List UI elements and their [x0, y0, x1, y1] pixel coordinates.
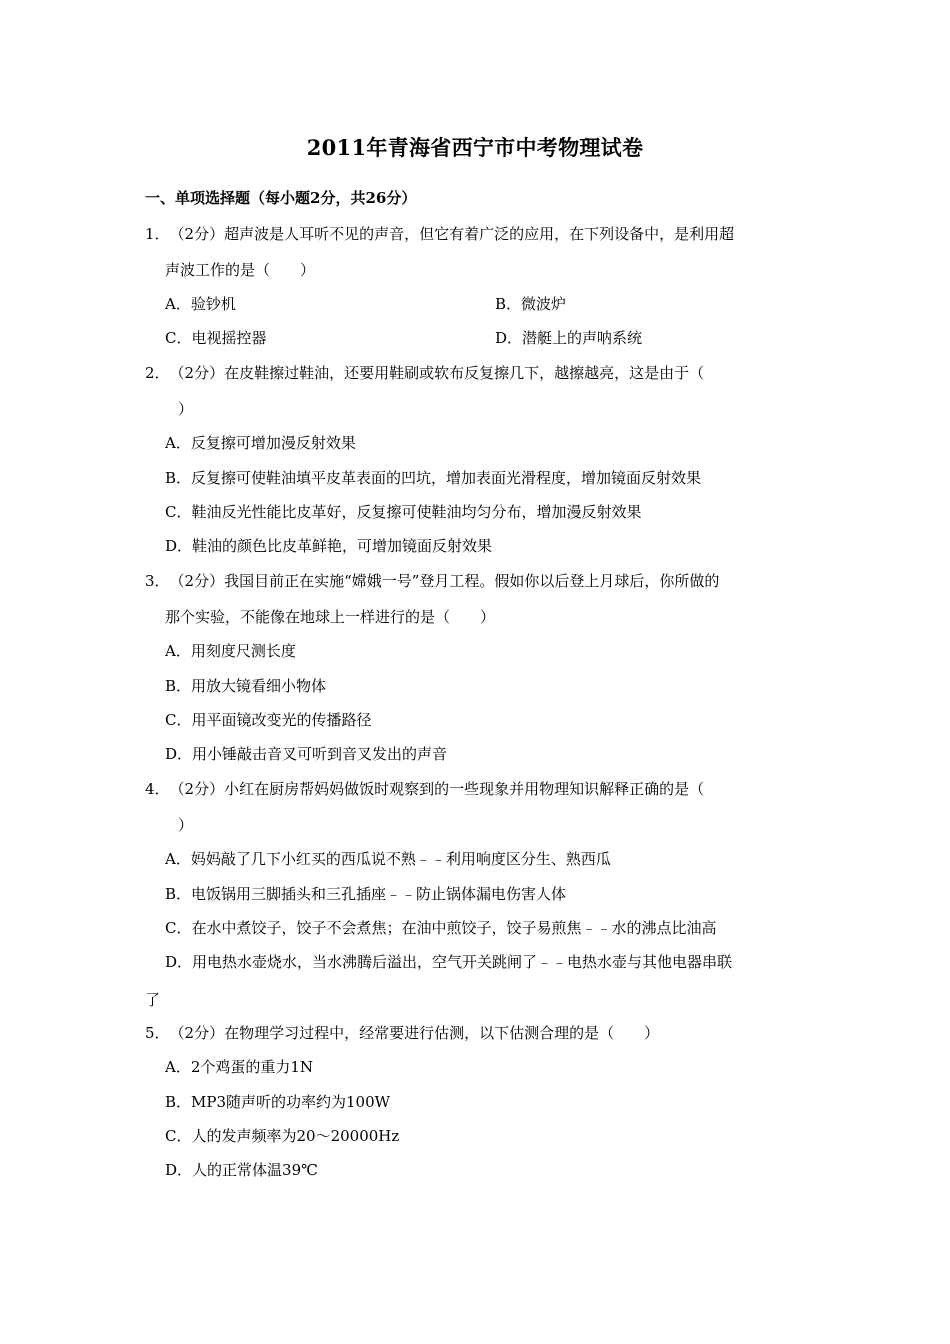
question-2-continuation: ）	[178, 400, 194, 418]
option-d: D．潜艇上的声呐系统	[495, 329, 643, 347]
option-d: D．鞋油的颜色比皮革鲜艳，可增加镜面反射效果	[165, 537, 493, 555]
question-text: （2分）超声波是人耳听不见的声音，但它有着广泛的应用，在下列设备中，是利用超	[169, 225, 735, 243]
option-a: A．验钞机	[165, 295, 236, 313]
question-1-continuation: 声波工作的是（ ）	[165, 261, 316, 279]
question-text: （2分）在物理学习过程中，经常要进行估测，以下估测合理的是（ ）	[169, 1024, 660, 1042]
section-heading: 一、单项选择题（每小题2分，共26分）	[145, 189, 417, 207]
option-d: D．用电热水壶烧水，当水沸腾后溢出，空气开关跳闸了﹣﹣电热水壶与其他电器串联	[165, 953, 733, 971]
question-1	[145, 222, 734, 246]
option-c: C．鞋油反光性能比皮革好，反复擦可使鞋油均匀分布，增加漫反射效果	[165, 503, 642, 521]
question-4	[145, 777, 704, 801]
option-b: B．反复擦可使鞋油填平皮革表面的凹坑，增加表面光滑程度，增加镜面反射效果	[165, 469, 702, 487]
page-title: 2011年青海省西宁市中考物理试卷	[306, 135, 644, 160]
option-c: C．电视摇控器	[165, 329, 267, 347]
option-d: D．用小锤敲击音叉可听到音叉发出的声音	[165, 745, 448, 763]
option-c: C．人的发声频率为20～20000Hz	[165, 1127, 400, 1145]
question-number: 4．	[145, 780, 170, 798]
question-number: 2．	[145, 364, 170, 382]
option-b: B．微波炉	[495, 295, 567, 313]
option-d-continuation: 了	[145, 991, 161, 1009]
option-b: B．用放大镜看细小物体	[165, 677, 327, 695]
question-3-continuation: 那个实验，不能像在地球上一样进行的是（ ）	[165, 608, 496, 626]
question-4-continuation: ）	[178, 816, 194, 834]
option-a: A．反复擦可增加漫反射效果	[165, 434, 356, 452]
option-d: D．人的正常体温39℃	[165, 1161, 318, 1179]
option-b: B．电饭锅用三脚插头和三孔插座﹣﹣防止锅体漏电伤害人体	[165, 885, 567, 903]
option-a: A．2个鸡蛋的重力1N	[165, 1058, 314, 1076]
option-c: C．用平面镜改变光的传播路径	[165, 711, 372, 729]
option-c: C．在水中煮饺子，饺子不会煮焦；在油中煎饺子，饺子易煎焦﹣﹣水的沸点比油高	[165, 919, 717, 937]
question-number: 5．	[145, 1024, 170, 1042]
question-number: 1．	[145, 225, 170, 243]
option-a: A．用刻度尺测长度	[165, 642, 296, 660]
option-a: A．妈妈敲了几下小红买的西瓜说不熟﹣﹣利用响度区分生、熟西瓜	[165, 850, 611, 868]
question-text: （2分）我国目前正在实施“嫦娥一号”登月工程。假如你以后登上月球后，你所做的	[169, 572, 720, 590]
question-text: （2分）小红在厨房帮妈妈做饭时观察到的一些现象并用物理知识解释正确的是（	[169, 780, 705, 798]
question-number: 3．	[145, 572, 170, 590]
option-b: B．MP3随声听的功率约为100W	[165, 1093, 391, 1111]
question-3	[145, 569, 719, 593]
question-5	[145, 1021, 659, 1045]
question-text: （2分）在皮鞋擦过鞋油，还要用鞋刷或软布反复擦几下，越擦越亮，这是由于（	[169, 364, 705, 382]
question-2	[145, 361, 704, 385]
